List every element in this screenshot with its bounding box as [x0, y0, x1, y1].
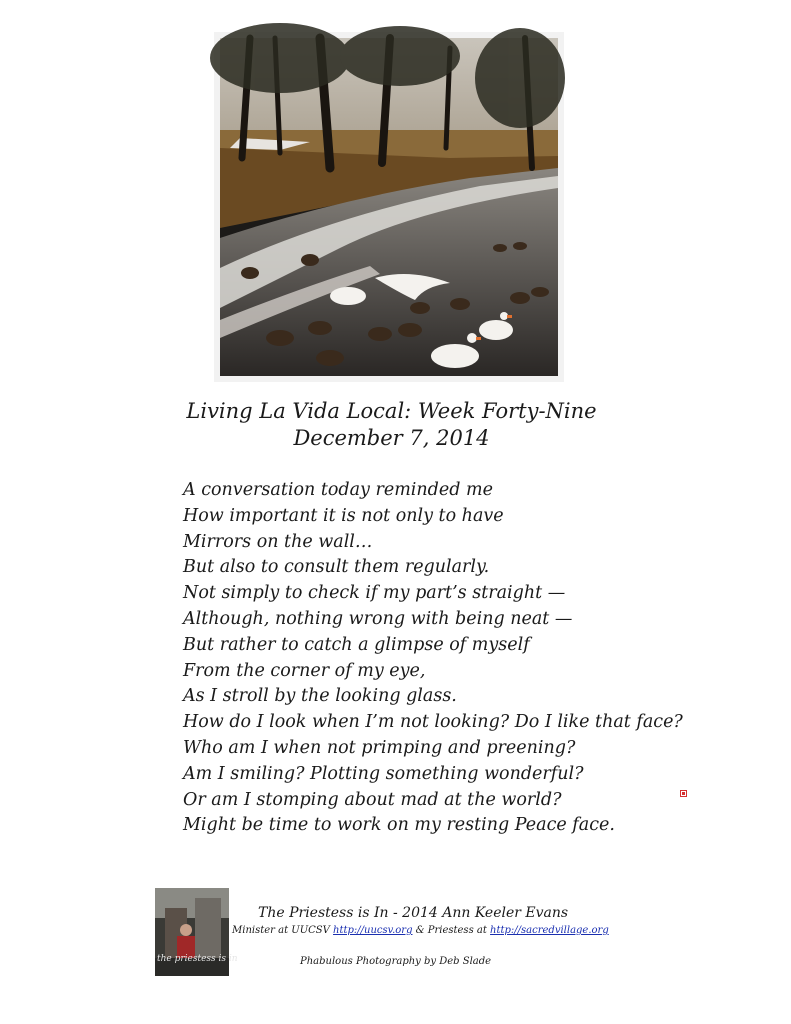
- poem-line: How important it is not only to have: [183, 505, 504, 526]
- poem-line: From the corner of my eye,: [183, 660, 426, 681]
- thumbnail-caption: the priestess is in: [157, 954, 238, 964]
- poem-line: How do I look when I’m not looking? Do I like that face?: [183, 712, 683, 733]
- poem-line: But also to consult them regularly.: [183, 557, 490, 578]
- photo-credit: Phabulous Photography by Deb Slade: [300, 956, 492, 967]
- poem-line: Might be time to work on my resting Peace face.: [183, 815, 615, 836]
- uucsv-link[interactable]: http://uucsv.org: [333, 925, 413, 936]
- small-red-square-icon: [680, 790, 687, 797]
- poem-date: December 7, 2014: [293, 426, 490, 450]
- ducks-stream-photo: [220, 38, 558, 376]
- poem-title: Living La Vida Local: Week Forty-Nine: [186, 399, 597, 423]
- header-photo: [214, 32, 564, 382]
- footer-priestess-text: & Priestess at: [412, 925, 491, 936]
- poem-body: [183, 478, 743, 839]
- priestess-logo-thumbnail: [155, 888, 238, 976]
- footer-affiliations: [232, 925, 609, 936]
- poem-line: Mirrors on the wall…: [183, 531, 373, 552]
- poem-line: Not simply to check if my part’s straight —: [183, 583, 566, 604]
- poem-line: A conversation today reminded me: [183, 480, 493, 500]
- poem-line: Who am I when not primping and preening?: [183, 737, 576, 758]
- poem-line: Am I smiling? Plotting something wonderful?: [183, 763, 584, 784]
- sacredvillage-link[interactable]: http://sacredvillage.org: [490, 925, 609, 936]
- poem-line: Or am I stomping about mad at the world?: [183, 789, 562, 810]
- poem-line: As I stroll by the looking glass.: [183, 686, 457, 707]
- poem-line: Although, nothing wrong with being neat —: [183, 608, 573, 629]
- footer-title: The Priestess is In - 2014 Ann Keeler Evans: [258, 905, 569, 921]
- poem-title-block: [0, 398, 791, 452]
- poem-line: But rather to catch a glimpse of myself: [183, 634, 530, 655]
- footer-minister-text: Minister at UUCSV: [232, 925, 334, 936]
